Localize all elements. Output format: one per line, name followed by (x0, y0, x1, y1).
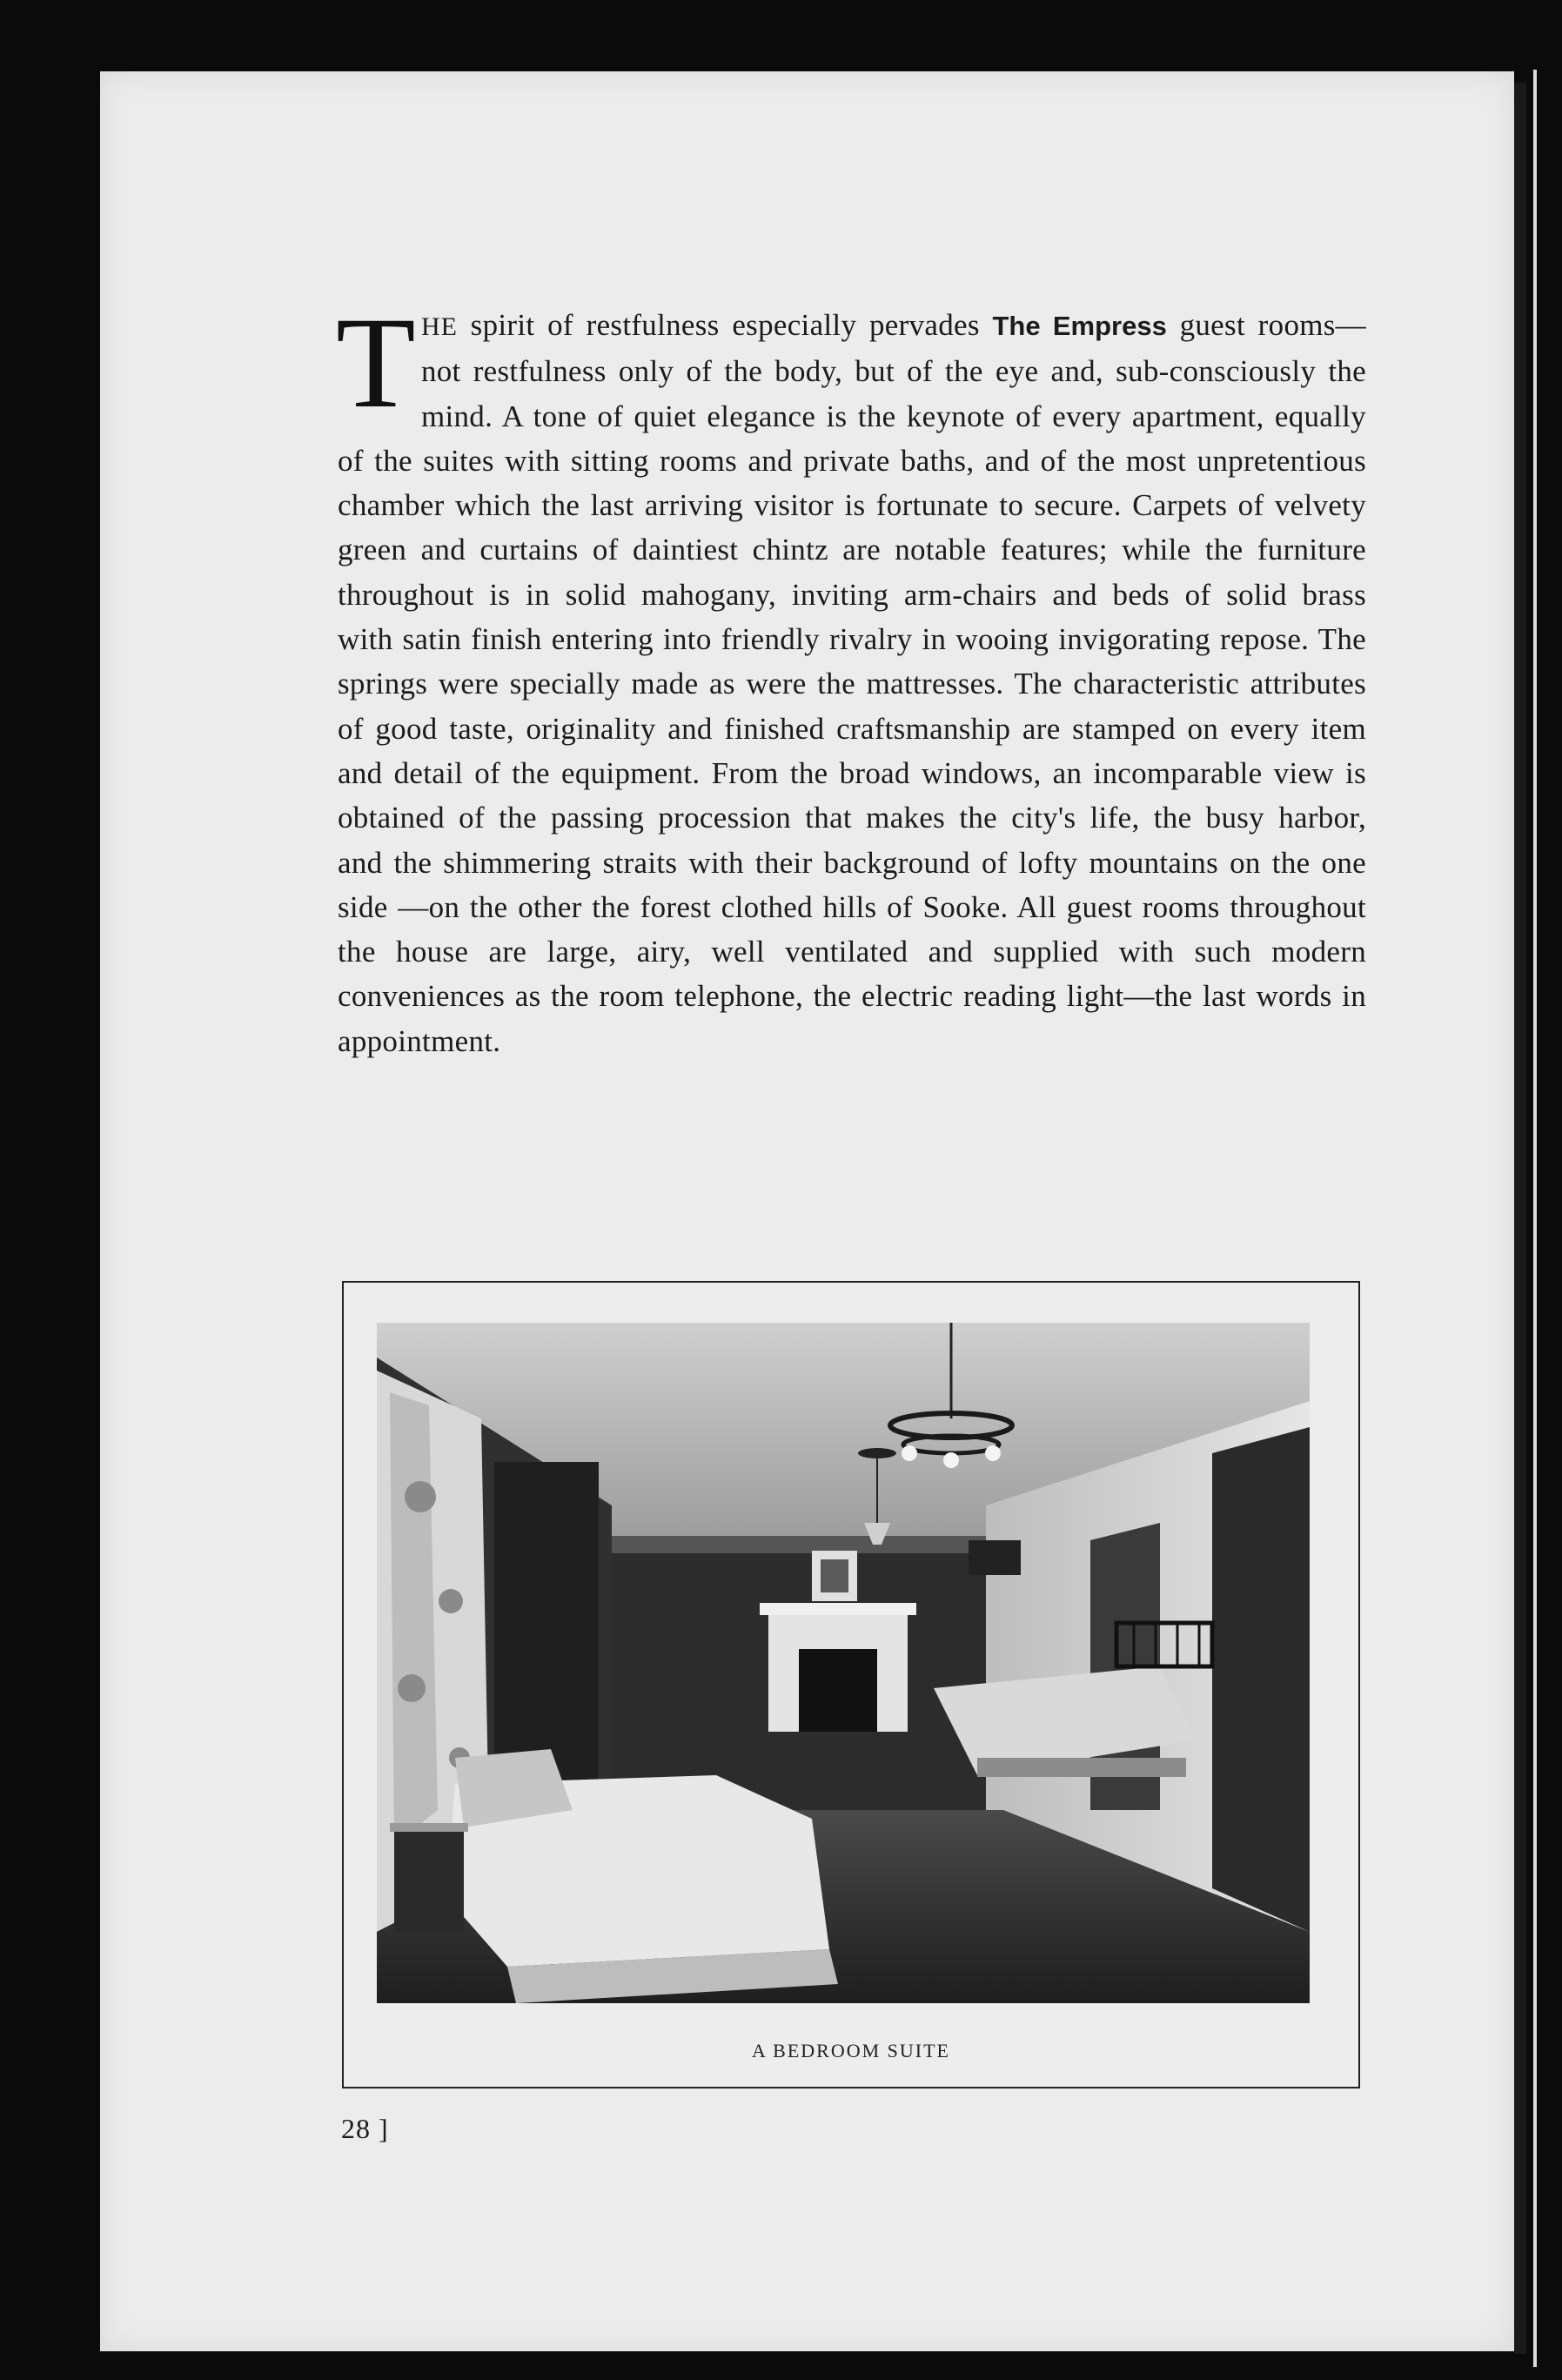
page-number: 28 ] (341, 2113, 389, 2144)
article-body-text: guest rooms—not restfulness only of the body, but of the eye and, sub-consciously the mind. A tone of quiet elegance is the keynote of every apartment, equally of the suites with sitting rooms and private baths, and of the most unpretentious chamber which the last arriving visitor is fortunate to secure. Carpets of velvety green and curtains of daintiest chintz are notable features; while the furniture throughout is in solid mahogany, inviting arm-chairs and beds of solid brass with satin finish entering into friendly rivalry in wooing invigorating repose. The springs were specially made as were the mattresses. The characteristic attributes of good taste, originality and finished craftsmanship are stamped on every item and detail of the equipment. From the broad windows, an incomparable view is obtained of the passing procession that makes the city's life, the busy harbor, and the shimmering straits with their background of lofty mountains on the one side —on the other the forest clothed hills of Sooke. All guest rooms throughout the house are large, airy, well ventilated and supplied with such modern conveniences as the room telephone, the electric reading light—the last words in appointment. (338, 308, 1366, 1058)
page-edge-shadow (1514, 83, 1526, 2354)
opening-small-caps: HE (420, 312, 458, 341)
hotel-name: The Empress (992, 311, 1167, 341)
page-edge-line (1533, 70, 1537, 2367)
drop-cap: T (336, 291, 416, 435)
bedroom-photo-illustration (377, 1323, 1310, 2003)
opening-text: spirit of restfulness especially pervades (457, 308, 993, 342)
bedroom-photograph (377, 1323, 1310, 2003)
article-paragraph (336, 291, 1366, 1063)
figure-caption: A BEDROOM SUITE (751, 2040, 950, 2062)
figure-frame (342, 1281, 1360, 2088)
